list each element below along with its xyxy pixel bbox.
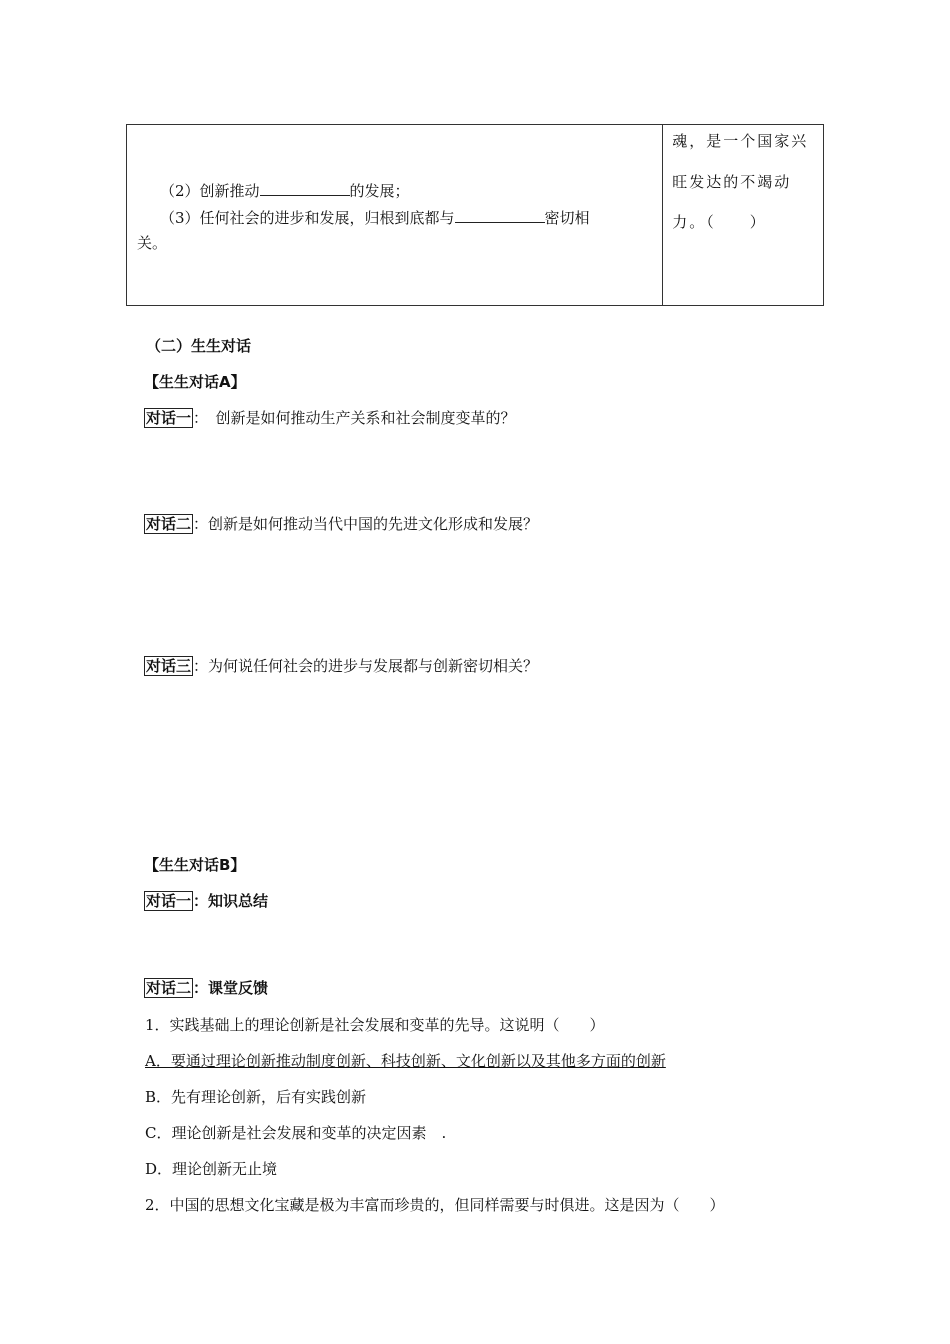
dialog-a-heading: 【生生对话A】	[144, 373, 246, 391]
dialog-b-q2: 对话二 ：课堂反馈	[146, 979, 269, 997]
blank-line[interactable]	[260, 181, 350, 196]
option-b: B．先有理论创新，后有实践创新	[145, 1088, 367, 1106]
dialog-label: 对话三	[146, 657, 192, 675]
section-title: （二）生生对话	[146, 337, 252, 355]
right-line-1: 魂，是一个国家兴	[672, 132, 809, 150]
item-2: （2）创新推动 的发展；	[160, 182, 410, 200]
table-left-cell	[127, 125, 663, 306]
dialog-label: 对话二	[146, 979, 192, 997]
blank-line[interactable]	[455, 208, 545, 223]
dialog-b-q1: 对话一 ：知识总结	[146, 892, 269, 910]
dialog-a-q3: 对话三 ：为何说任何社会的进步与发展都与创新密切相关？	[146, 657, 539, 675]
item-3: （3）任何社会的进步和发展，归根到底都与 密切相	[160, 209, 590, 227]
right-line-2: 旺发达的不竭动	[672, 173, 792, 191]
option-d: D．理论创新无止境	[145, 1160, 278, 1178]
question-1: 1．实践基础上的理论创新是社会发展和变革的先导。这说明（ ）	[145, 1016, 605, 1034]
dialog-label: 对话一	[146, 892, 192, 910]
dialog-b-heading: 【生生对话B】	[144, 856, 246, 874]
right-line-3: 力。（ ）	[672, 213, 767, 231]
dialog-a-q1: 对话一 ： 创新是如何推动生产关系和社会制度变革的？	[146, 409, 516, 427]
dialog-a-q2: 对话二 ：创新是如何推动当代中国的先进文化形成和发展？	[146, 515, 539, 533]
item-3-continued: 关。	[137, 234, 168, 252]
table-right-cell	[663, 125, 824, 306]
dialog-label: 对话二	[146, 515, 192, 533]
option-c: C．理论创新是社会发展和变革的决定因素 .	[145, 1124, 447, 1142]
dialog-label: 对话一	[146, 409, 192, 427]
fill-blank-table	[126, 124, 824, 306]
question-2: 2．中国的思想文化宝藏是极为丰富而珍贵的，但同样需要与时俱进。这是因为（ ）	[145, 1196, 725, 1214]
option-a: A．要通过理论创新推动制度创新、科技创新、文化创新以及其他多方面的创新	[145, 1052, 666, 1070]
